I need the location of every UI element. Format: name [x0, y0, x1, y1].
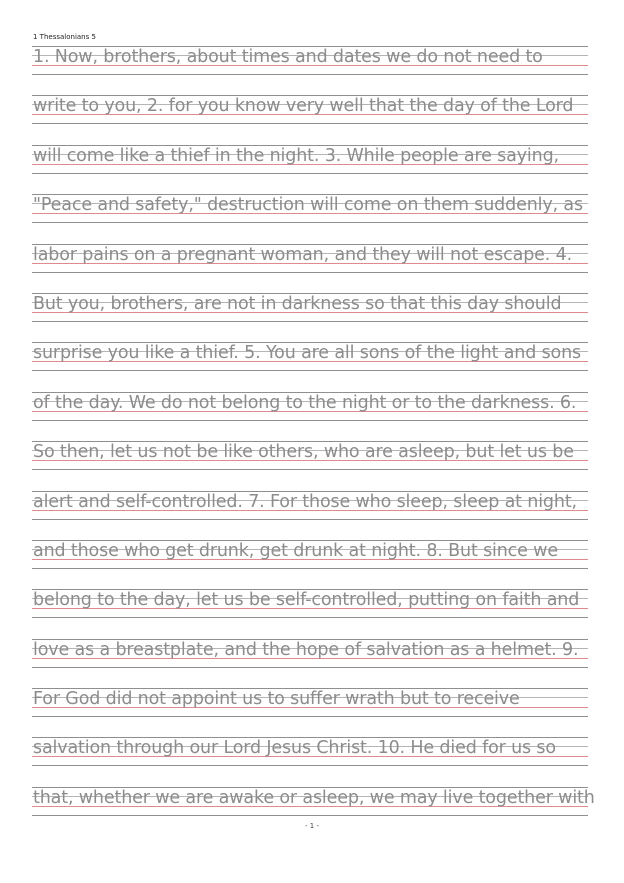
guide-line: [32, 667, 588, 668]
guide-line: [32, 272, 588, 273]
practice-row: [32, 287, 588, 336]
trace-text-line: will come like a thief in the night. 3. While people are saying,: [33, 145, 559, 166]
page-number: - 1 -: [305, 822, 319, 830]
guide-line: [32, 123, 588, 124]
trace-text-line: 1. Now, brothers, about times and dates we do not need to: [33, 47, 543, 67]
guide-line: [32, 519, 588, 520]
practice-row: [32, 139, 588, 188]
trace-text-line: salvation through our Lord Jesus Christ. 10. He died for us so: [33, 738, 556, 759]
practice-row: [32, 731, 588, 780]
trace-text-line: surprise you like a thief. 5. You are all sons of the light and sons: [33, 343, 582, 364]
trace-text-line: But you, brothers, are not in darkness so that this day should: [33, 293, 562, 314]
guide-line: [32, 815, 588, 816]
trace-text-line: of the day. We do not belong to the night or to the darkness. 6.: [33, 392, 577, 413]
practice-row: [32, 633, 588, 682]
trace-text-line: For God did not appoint us to suffer wrath but to receive: [33, 689, 520, 710]
page-header-title: 1 Thessalonians 5: [33, 33, 96, 41]
trace-text-line: labor pains on a pregnant woman, and they will not escape. 4.: [33, 244, 572, 265]
trace-text-line: alert and self-controlled. 7. For those who sleep, sleep at night,: [33, 491, 577, 512]
practice-row: [32, 238, 588, 287]
practice-row: [32, 485, 588, 534]
guide-line: [32, 420, 588, 421]
guide-line: [32, 765, 588, 766]
guide-line: [32, 716, 588, 717]
handwriting-practice-area: [32, 40, 595, 830]
trace-text-line: that, whether we are awake or asleep, we may live together with: [33, 787, 595, 808]
guide-line: [32, 173, 588, 174]
practice-row: [32, 534, 588, 583]
guide-line: [32, 74, 588, 75]
practice-row: [32, 89, 588, 138]
trace-text-line: belong to the day, let us be self-controlled, putting on faith and: [33, 590, 580, 611]
practice-row: [32, 188, 588, 237]
practice-row: [32, 682, 588, 731]
guide-line: [32, 617, 588, 618]
trace-text-line: So then, let us not be like others, who are asleep, but let us be: [33, 442, 574, 463]
trace-text-line: love as a breastplate, and the hope of salvation as a helmet. 9.: [33, 639, 579, 660]
trace-text-line: and those who get drunk, get drunk at night. 8. But since we: [33, 540, 558, 561]
practice-row: [32, 435, 588, 484]
guide-line: [32, 469, 588, 470]
guide-line: [32, 222, 588, 223]
practice-row: [32, 583, 588, 632]
guide-line: [32, 370, 588, 371]
practice-row: [32, 40, 588, 89]
trace-text-line: "Peace and safety," destruction will come on them suddenly, as: [33, 195, 583, 216]
trace-text-line: write to you, 2. for you know very well that the day of the Lord: [33, 96, 574, 117]
guide-line: [32, 321, 588, 322]
practice-row: [32, 336, 588, 385]
practice-row: [32, 386, 588, 435]
guide-line: [32, 568, 588, 569]
